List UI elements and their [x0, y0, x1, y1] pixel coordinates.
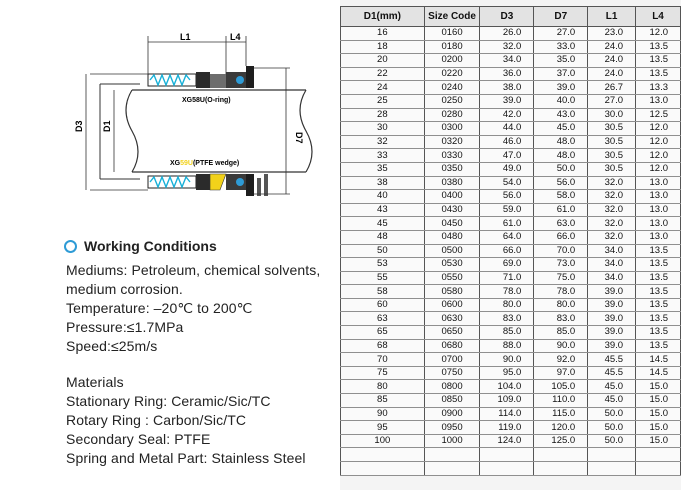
table-row: [341, 108, 681, 122]
table-row: [341, 27, 681, 41]
cell-l1: 34.0: [588, 244, 636, 258]
cell-size-code: 0280: [424, 108, 480, 122]
cell-d3: 88.0: [480, 339, 534, 353]
cell-l1: 32.0: [588, 217, 636, 231]
cell-l4: 13.5: [636, 285, 681, 299]
circle-bullet-icon: [64, 240, 77, 253]
cell-l4: 13.0: [636, 94, 681, 108]
cell-d3: 71.0: [480, 271, 534, 285]
specification-table-panel: [340, 0, 681, 490]
dim-d3-label: D3: [74, 120, 84, 132]
cell-l4: 13.0: [636, 176, 681, 190]
cell-d7: 105.0: [534, 380, 588, 394]
material-line: Stationary Ring: Ceramic/Sic/TC: [66, 393, 271, 409]
condition-line: Temperature: –20℃ to 200℃: [66, 300, 253, 316]
cell-d7: 85.0: [534, 326, 588, 340]
cell-l4: 12.0: [636, 135, 681, 149]
cell-d3: 59.0: [480, 203, 534, 217]
cell-size-code: 0850: [424, 394, 480, 408]
cell-l1: 26.7: [588, 81, 636, 95]
cell-d1: 24: [341, 81, 425, 95]
cell-l4: 13.0: [636, 203, 681, 217]
table-row: [341, 339, 681, 353]
cell-d3: 39.0: [480, 94, 534, 108]
top-seal-assembly: [148, 66, 254, 88]
cell-d1: 33: [341, 149, 425, 163]
cell-size-code: 0650: [424, 326, 480, 340]
cell-d1: 43: [341, 203, 425, 217]
material-line: Spring and Metal Part: Stainless Steel: [66, 450, 306, 466]
cell-d1: 18: [341, 40, 425, 54]
table-row: [341, 176, 681, 190]
table-row: [341, 258, 681, 272]
cell-l1: 27.0: [588, 94, 636, 108]
blank-cell: [588, 448, 636, 462]
cell-size-code: 0680: [424, 339, 480, 353]
cell-d3: 80.0: [480, 298, 534, 312]
cell-d1: 58: [341, 285, 425, 299]
cell-size-code: 0800: [424, 380, 480, 394]
cell-l1: 30.5: [588, 122, 636, 136]
cell-size-code: 0160: [424, 27, 480, 41]
cell-d3: 69.0: [480, 258, 534, 272]
cell-d1: 53: [341, 258, 425, 272]
table-header-row: [341, 7, 681, 27]
cell-d1: 30: [341, 122, 425, 136]
working-conditions-title: Working Conditions: [84, 238, 217, 254]
cell-d7: 58.0: [534, 190, 588, 204]
cell-d3: 47.0: [480, 149, 534, 163]
cell-d7: 40.0: [534, 94, 588, 108]
header-d3: D3: [480, 7, 534, 27]
cell-d1: 100: [341, 434, 425, 448]
shaft-left-break: [126, 90, 138, 172]
top-variant-label: XG58U(O-ring): [182, 97, 231, 104]
table-row: [341, 312, 681, 326]
cell-l4: 13.5: [636, 312, 681, 326]
dimension-lines: [86, 36, 290, 194]
cell-l4: 15.0: [636, 380, 681, 394]
cell-l4: 13.5: [636, 244, 681, 258]
cell-d7: 73.0: [534, 258, 588, 272]
table-row: [341, 407, 681, 421]
table-row: [341, 149, 681, 163]
cell-d7: 90.0: [534, 339, 588, 353]
blank-table-row: [341, 448, 681, 462]
cell-d1: 32: [341, 135, 425, 149]
cell-d3: 54.0: [480, 176, 534, 190]
table-row: [341, 81, 681, 95]
cell-l1: 39.0: [588, 339, 636, 353]
cell-size-code: 0180: [424, 40, 480, 54]
cell-d1: 85: [341, 394, 425, 408]
cell-d3: 44.0: [480, 122, 534, 136]
cell-l1: 34.0: [588, 258, 636, 272]
cell-l4: 12.0: [636, 27, 681, 41]
cell-size-code: 0600: [424, 298, 480, 312]
cell-d7: 39.0: [534, 81, 588, 95]
blank-cell: [424, 462, 480, 476]
table-row: [341, 40, 681, 54]
table-row: [341, 135, 681, 149]
table-row: [341, 434, 681, 448]
cell-l4: 13.5: [636, 67, 681, 81]
cell-d3: 85.0: [480, 326, 534, 340]
cell-d1: 22: [341, 67, 425, 81]
condition-line: medium corrosion.: [66, 281, 183, 297]
table-row: [341, 285, 681, 299]
condition-line: Mediums: Petroleum, chemical solvents,: [66, 262, 321, 278]
cell-d7: 63.0: [534, 217, 588, 231]
cell-l1: 34.0: [588, 271, 636, 285]
cell-l4: 13.3: [636, 81, 681, 95]
table-row: [341, 394, 681, 408]
cell-size-code: 0750: [424, 366, 480, 380]
blank-cell: [534, 448, 588, 462]
cell-l4: 12.0: [636, 149, 681, 163]
cell-d7: 66.0: [534, 230, 588, 244]
header-size-code: Size Code: [424, 7, 480, 27]
blank-cell: [636, 448, 681, 462]
cell-d7: 78.0: [534, 285, 588, 299]
specification-table: [340, 6, 681, 476]
cell-d3: 104.0: [480, 380, 534, 394]
table-body: [341, 27, 681, 476]
cell-d3: 124.0: [480, 434, 534, 448]
cell-d3: 95.0: [480, 366, 534, 380]
table-row: [341, 217, 681, 231]
cell-l4: 13.5: [636, 271, 681, 285]
cell-l1: 45.5: [588, 366, 636, 380]
blank-table-row: [341, 462, 681, 476]
table-row: [341, 353, 681, 367]
cell-l1: 39.0: [588, 326, 636, 340]
cell-size-code: 0480: [424, 230, 480, 244]
cell-size-code: 0450: [424, 217, 480, 231]
cell-l4: 14.5: [636, 353, 681, 367]
blank-cell: [588, 462, 636, 476]
cell-d7: 80.0: [534, 298, 588, 312]
bottom-variant-highlight: 59U: [180, 160, 193, 167]
cell-d7: 125.0: [534, 434, 588, 448]
cell-l1: 30.0: [588, 108, 636, 122]
cell-l4: 12.5: [636, 108, 681, 122]
blank-cell: [480, 448, 534, 462]
cell-d1: 38: [341, 176, 425, 190]
cell-d1: 40: [341, 190, 425, 204]
cell-l4: 12.0: [636, 122, 681, 136]
material-line: Secondary Seal: PTFE: [66, 431, 211, 447]
cell-size-code: 0320: [424, 135, 480, 149]
blank-cell: [636, 462, 681, 476]
cell-d1: 63: [341, 312, 425, 326]
cell-size-code: 0350: [424, 162, 480, 176]
cell-d1: 60: [341, 298, 425, 312]
cell-l1: 50.0: [588, 434, 636, 448]
blank-cell: [534, 462, 588, 476]
cell-size-code: 0550: [424, 271, 480, 285]
cell-d7: 33.0: [534, 40, 588, 54]
cell-d1: 65: [341, 326, 425, 340]
blank-cell: [341, 462, 425, 476]
table-row: [341, 326, 681, 340]
cell-d1: 20: [341, 54, 425, 68]
cell-d7: 110.0: [534, 394, 588, 408]
cell-l1: 45.5: [588, 353, 636, 367]
cell-l4: 15.0: [636, 421, 681, 435]
cell-l1: 30.5: [588, 135, 636, 149]
bottom-seal-assembly: [148, 174, 268, 196]
table-row: [341, 54, 681, 68]
cell-l4: 14.5: [636, 366, 681, 380]
blank-cell: [480, 462, 534, 476]
cell-d7: 115.0: [534, 407, 588, 421]
table-row: [341, 366, 681, 380]
cell-d1: 70: [341, 353, 425, 367]
working-conditions-heading: [64, 238, 217, 254]
cell-size-code: 1000: [424, 434, 480, 448]
table-row: [341, 67, 681, 81]
cell-l4: 13.5: [636, 298, 681, 312]
cell-d7: 27.0: [534, 27, 588, 41]
cell-l1: 30.5: [588, 149, 636, 163]
dim-d7-label: D7: [294, 132, 304, 144]
cell-d3: 34.0: [480, 54, 534, 68]
cell-l4: 13.5: [636, 40, 681, 54]
cell-d1: 80: [341, 380, 425, 394]
cell-size-code: 0430: [424, 203, 480, 217]
cell-d7: 120.0: [534, 421, 588, 435]
header-l1: L1: [588, 7, 636, 27]
cell-l1: 39.0: [588, 312, 636, 326]
cell-size-code: 0240: [424, 81, 480, 95]
cell-d7: 45.0: [534, 122, 588, 136]
cell-d1: 68: [341, 339, 425, 353]
cell-d1: 90: [341, 407, 425, 421]
cell-d7: 97.0: [534, 366, 588, 380]
cell-d1: 28: [341, 108, 425, 122]
cell-d1: 25: [341, 94, 425, 108]
cell-d3: 36.0: [480, 67, 534, 81]
cell-d7: 48.0: [534, 149, 588, 163]
dim-l1-label: L1: [180, 32, 191, 42]
cell-l1: 50.0: [588, 421, 636, 435]
materials-heading: Materials: [66, 374, 124, 390]
cell-d1: 50: [341, 244, 425, 258]
header-d1: D1(mm): [341, 7, 425, 27]
cell-d7: 43.0: [534, 108, 588, 122]
cell-d1: 16: [341, 27, 425, 41]
cell-l1: 50.0: [588, 407, 636, 421]
cell-l4: 13.0: [636, 190, 681, 204]
cell-d3: 61.0: [480, 217, 534, 231]
cell-size-code: 0530: [424, 258, 480, 272]
header-l4: L4: [636, 7, 681, 27]
table-row: [341, 230, 681, 244]
dim-d1-label: D1: [102, 120, 112, 132]
cell-d3: 90.0: [480, 353, 534, 367]
cell-l1: 32.0: [588, 190, 636, 204]
cell-size-code: 0950: [424, 421, 480, 435]
cell-d7: 61.0: [534, 203, 588, 217]
cell-d3: 32.0: [480, 40, 534, 54]
cell-d3: 78.0: [480, 285, 534, 299]
header-d7: D7: [534, 7, 588, 27]
cell-l1: 45.0: [588, 394, 636, 408]
cell-size-code: 0200: [424, 54, 480, 68]
cell-d7: 83.0: [534, 312, 588, 326]
cell-size-code: 0700: [424, 353, 480, 367]
cell-d3: 109.0: [480, 394, 534, 408]
cell-d3: 83.0: [480, 312, 534, 326]
table-row: [341, 162, 681, 176]
table-row: [341, 190, 681, 204]
cell-l4: 13.5: [636, 326, 681, 340]
material-line: Rotary Ring : Carbon/Sic/TC: [66, 412, 247, 428]
condition-line: Pressure:≤1.7MPa: [66, 319, 184, 335]
cell-d7: 56.0: [534, 176, 588, 190]
dim-l4-label: L4: [230, 32, 241, 42]
cell-size-code: 0500: [424, 244, 480, 258]
blank-cell: [424, 448, 480, 462]
cell-l1: 32.0: [588, 176, 636, 190]
cell-l1: 24.0: [588, 40, 636, 54]
table-row: [341, 271, 681, 285]
cell-d3: 119.0: [480, 421, 534, 435]
cell-l4: 13.0: [636, 217, 681, 231]
cell-l1: 23.0: [588, 27, 636, 41]
cell-d7: 50.0: [534, 162, 588, 176]
table-row: [341, 94, 681, 108]
cell-d3: 114.0: [480, 407, 534, 421]
bottom-variant-label: XG59U(PTFE wedge): [170, 160, 240, 167]
cell-d7: 92.0: [534, 353, 588, 367]
blank-cell: [341, 448, 425, 462]
cell-size-code: 0400: [424, 190, 480, 204]
cell-size-code: 0220: [424, 67, 480, 81]
cell-d3: 56.0: [480, 190, 534, 204]
cell-d3: 66.0: [480, 244, 534, 258]
cell-size-code: 0250: [424, 94, 480, 108]
table-row: [341, 421, 681, 435]
cell-l4: 12.0: [636, 162, 681, 176]
cell-l1: 39.0: [588, 298, 636, 312]
cell-l4: 13.5: [636, 339, 681, 353]
cell-size-code: 0630: [424, 312, 480, 326]
cell-size-code: 0300: [424, 122, 480, 136]
cell-size-code: 0330: [424, 149, 480, 163]
cell-l1: 24.0: [588, 67, 636, 81]
cell-l1: 32.0: [588, 203, 636, 217]
cell-d3: 42.0: [480, 108, 534, 122]
cell-d1: 48: [341, 230, 425, 244]
cell-l4: 13.0: [636, 230, 681, 244]
table-row: [341, 244, 681, 258]
cell-d1: 45: [341, 217, 425, 231]
cell-d3: 64.0: [480, 230, 534, 244]
cell-d1: 95: [341, 421, 425, 435]
cell-d7: 75.0: [534, 271, 588, 285]
cell-l4: 13.5: [636, 54, 681, 68]
cell-l4: 15.0: [636, 407, 681, 421]
cell-d3: 38.0: [480, 81, 534, 95]
cell-d7: 35.0: [534, 54, 588, 68]
cell-d7: 48.0: [534, 135, 588, 149]
cell-l1: 24.0: [588, 54, 636, 68]
cell-size-code: 0580: [424, 285, 480, 299]
cell-d3: 46.0: [480, 135, 534, 149]
cell-l4: 15.0: [636, 434, 681, 448]
cell-d1: 55: [341, 271, 425, 285]
cell-d3: 26.0: [480, 27, 534, 41]
cell-size-code: 0900: [424, 407, 480, 421]
table-row: [341, 122, 681, 136]
left-panel: [0, 0, 335, 490]
cell-d7: 70.0: [534, 244, 588, 258]
shaft-right-break: [300, 90, 312, 172]
cell-d1: 75: [341, 366, 425, 380]
seal-drawing: [70, 28, 330, 223]
cell-d1: 35: [341, 162, 425, 176]
cell-d7: 37.0: [534, 67, 588, 81]
cell-l1: 45.0: [588, 380, 636, 394]
condition-line: Speed:≤25m/s: [66, 338, 158, 354]
cell-size-code: 0380: [424, 176, 480, 190]
table-row: [341, 203, 681, 217]
cell-l4: 13.5: [636, 258, 681, 272]
cell-l1: 32.0: [588, 230, 636, 244]
cell-l4: 15.0: [636, 394, 681, 408]
table-row: [341, 380, 681, 394]
cell-l1: 30.5: [588, 162, 636, 176]
cell-l1: 39.0: [588, 285, 636, 299]
table-row: [341, 298, 681, 312]
cell-d3: 49.0: [480, 162, 534, 176]
